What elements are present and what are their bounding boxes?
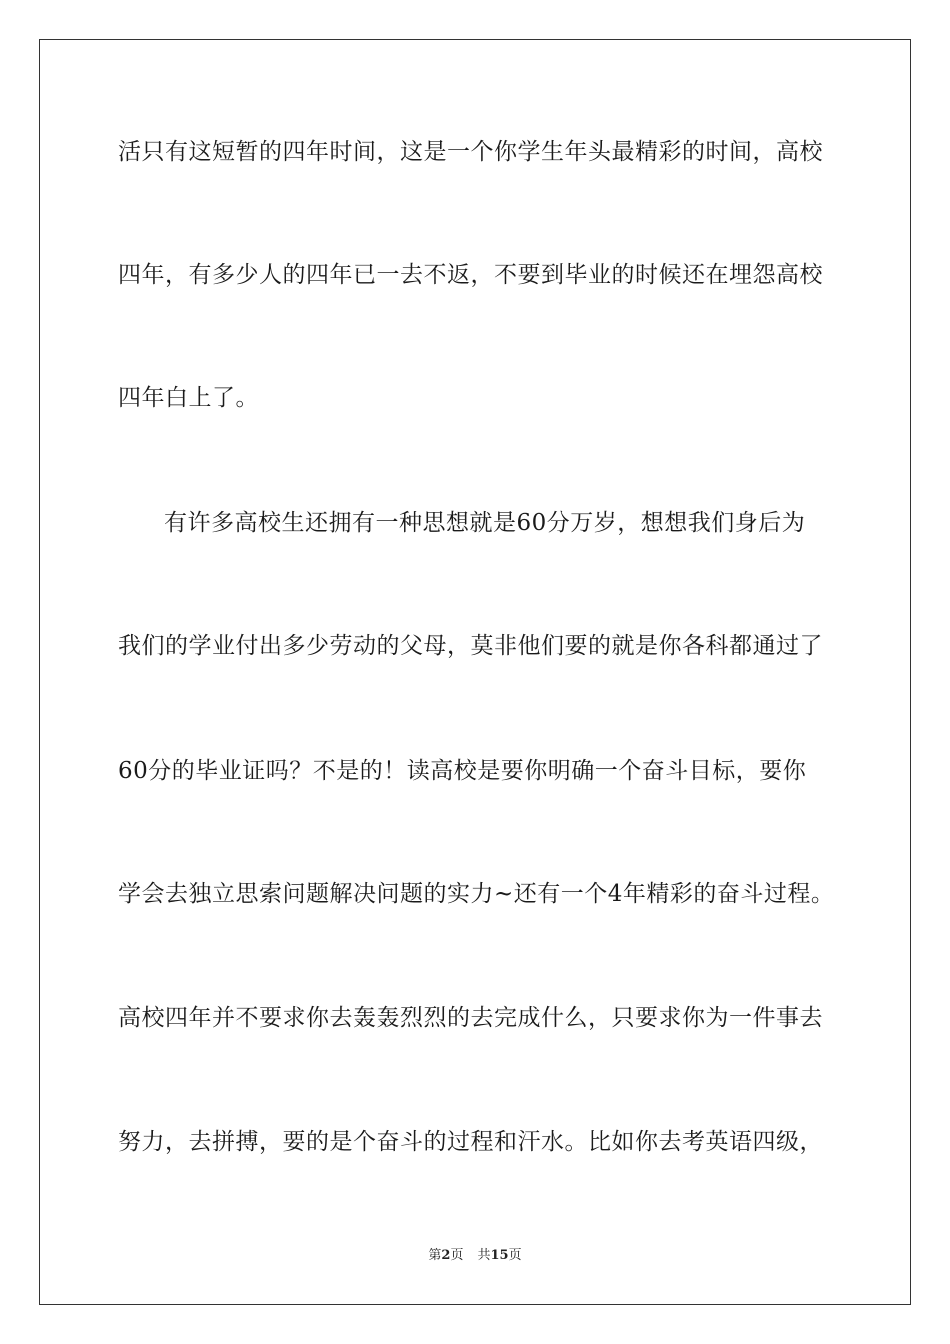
page-footer (0, 1248, 950, 1264)
text-line-3: 四年白上了。 (118, 385, 259, 411)
text-line-5: 我们的学业付出多少劳动的父母，莫非他们要的就是你各科都通过了 (118, 633, 823, 659)
text-line-8: 高校四年并不要求你去轰轰烈烈的去完成什么，只要求你为一件事去 (118, 1005, 823, 1031)
text-line-6: 60分的毕业证吗？不是的！读高校是要你明确一个奋斗目标，要你 (118, 758, 807, 784)
text-line-1: 活只有这短暂的四年时间，这是一个你学生年头最精彩的时间，高校 (118, 139, 823, 165)
text-line-9: 努力，去拼搏，要的是个奋斗的过程和汗水。比如你去考英语四级， (118, 1129, 823, 1155)
page-prefix: 第 (428, 1248, 442, 1263)
text-line-7: 学会去独立思索问题解决问题的实力~还有一个4年精彩的奋斗过程。 (118, 881, 835, 907)
text-line-2: 四年，有多少人的四年已一去不返，不要到毕业的时候还在埋怨高校 (118, 262, 823, 288)
page-border (39, 39, 911, 1305)
page-number: 2 (441, 1248, 451, 1263)
total-pages: 15 (490, 1248, 509, 1263)
text-line-4-paragraph-start: 有许多高校生还拥有一种思想就是60分万岁，想想我们身后为 (164, 510, 806, 536)
total-prefix: 共 (477, 1248, 491, 1263)
page-suffix: 页 (450, 1248, 464, 1263)
total-suffix: 页 (508, 1248, 522, 1263)
